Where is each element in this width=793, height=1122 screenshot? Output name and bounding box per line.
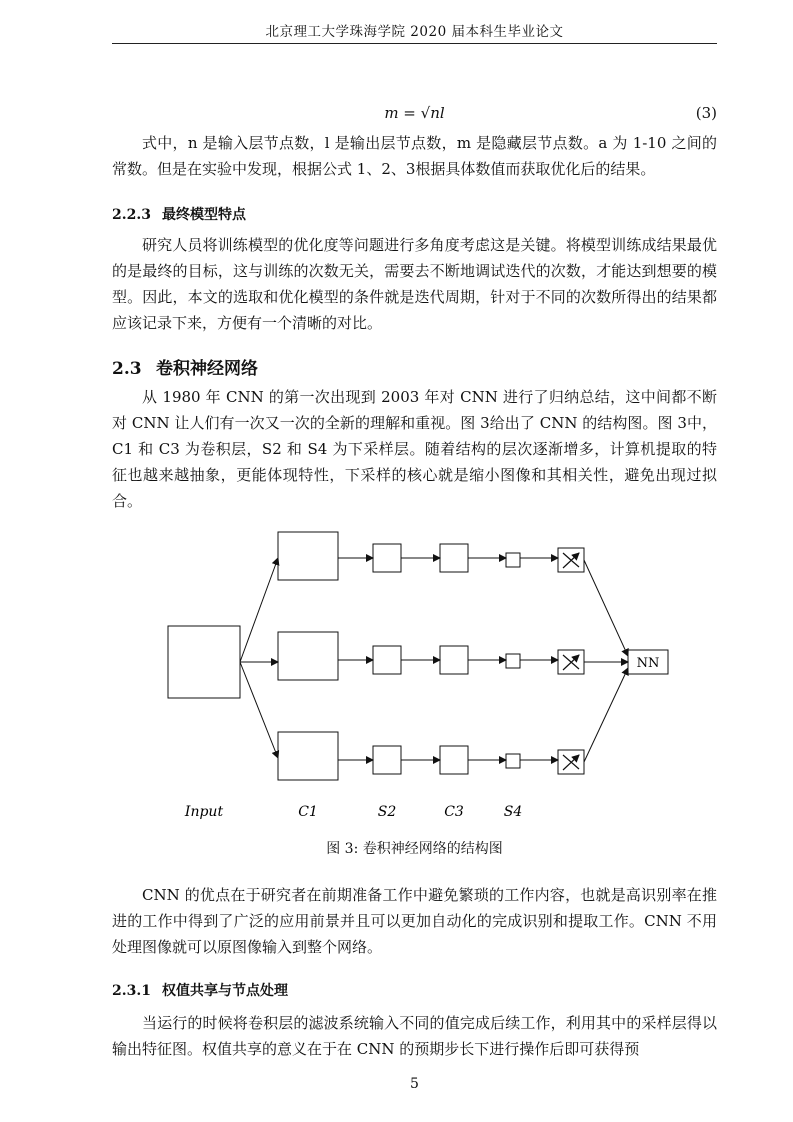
paragraph-formula-explanation: 式中，n 是输入层节点数，l 是输出层节点数，m 是隐藏层节点数。a 为 1-10 之间的常数。但是在实验中发现，根据公式 1、2、3根据具体数值而获取优化后的结果。 [112,134,717,178]
header-rule [112,43,717,44]
section-title: 权值共享与节点处理 [162,983,288,999]
cnn-structure-diagram [160,520,680,830]
shuffle-icon [563,553,579,568]
paragraph-weight-sharing: 当运行的时候将卷积层的滤波系统输入不同的值完成后续工作，利用其中的采样层得以输出特征图。权值共享的意义在于在 CNN 的预期步长下进行操作后即可获得预 [112,1014,717,1058]
label-c1: C1 [298,804,318,820]
paragraph-final-model: 研究人员将训练模型的优化度等问题进行多角度考虑这是关键。将模型训练成结果最优的是最终的目标，这与训练的次数无关，需要去不断地调试迭代的次数，才能达到想要的模型。因此，本文的选取和优化模型的条件就是迭代周期，针对于不同的次数所得出的结果都应该记录下来，方便有一个清晰的对比。 [112,236,717,332]
paragraph-cnn-intro: 从 1980 年 CNN 的第一次出现到 2003 年对 CNN 进行了归纳总结，这中间都不断对 CNN 让人们有一次又一次的全新的理解和重视。图 3给出了 CNN 的结构图。图 3中，C1 和 C3 为卷积层，S2 和 S4 为下采样层。随着结构的层次逐渐增多，计算机提取的特征也越来越抽象，更能体现特性，下采样的核心就是缩小图像和其相关性，避免出现过拟合。 [112,388,717,510]
c1-box-bottom [278,732,338,780]
shuffle-icon [563,655,579,670]
arrow-input-to-c1-top [240,558,278,662]
formula-number: (3) [695,104,717,122]
section-title: 最终模型特点 [162,207,246,223]
arrow-top-to-nn [584,560,628,656]
label-s4: S4 [503,804,523,820]
paragraph-cnn-advantages: CNN 的优点在于研究者在前期准备工作中避免繁琐的工作内容，也就是高识别率在推进的工作中得到了广泛的应用前景并且可以更加自动化的完成识别和提取工作。CNN 不用处理图像就可以原图像输入到整个网络。 [112,886,717,956]
label-c3: C3 [444,804,464,820]
s4-box-top [506,553,520,567]
c3-box-bottom [440,746,468,774]
section-number: 2.3.1 [112,983,151,999]
c3-box-top [440,544,468,572]
shuffle-icon [563,755,579,770]
page-number: 5 [410,1076,419,1092]
running-header: 北京理工大学珠海学院 2020 届本科生毕业论文 [265,24,564,40]
section-heading-2-3 [112,354,258,379]
figure-caption: 图 3: 卷积神经网络的结构图 [326,841,503,857]
s2-box-middle [373,646,401,674]
label-s2: S2 [377,804,397,820]
nn-label: NN [636,656,660,671]
c1-box-top [278,532,338,580]
c1-box-middle [278,632,338,680]
formula-3 [112,104,717,128]
formula-expression: m = √nl [384,104,445,122]
s2-box-bottom [373,746,401,774]
section-heading-2-3-1 [112,980,288,1000]
s2-box-top [373,544,401,572]
c3-box-middle [440,646,468,674]
s4-box-middle [506,654,520,668]
label-input: Input [184,804,224,820]
section-number: 2.3 [112,359,142,379]
input-box [168,626,240,698]
section-heading-2-2-3 [112,204,246,224]
s4-box-bottom [506,754,520,768]
arrow-input-to-c1-bottom [240,662,278,758]
section-title: 卷积神经网络 [156,359,258,379]
section-number: 2.2.3 [112,207,151,223]
arrow-bottom-to-nn [584,668,628,762]
